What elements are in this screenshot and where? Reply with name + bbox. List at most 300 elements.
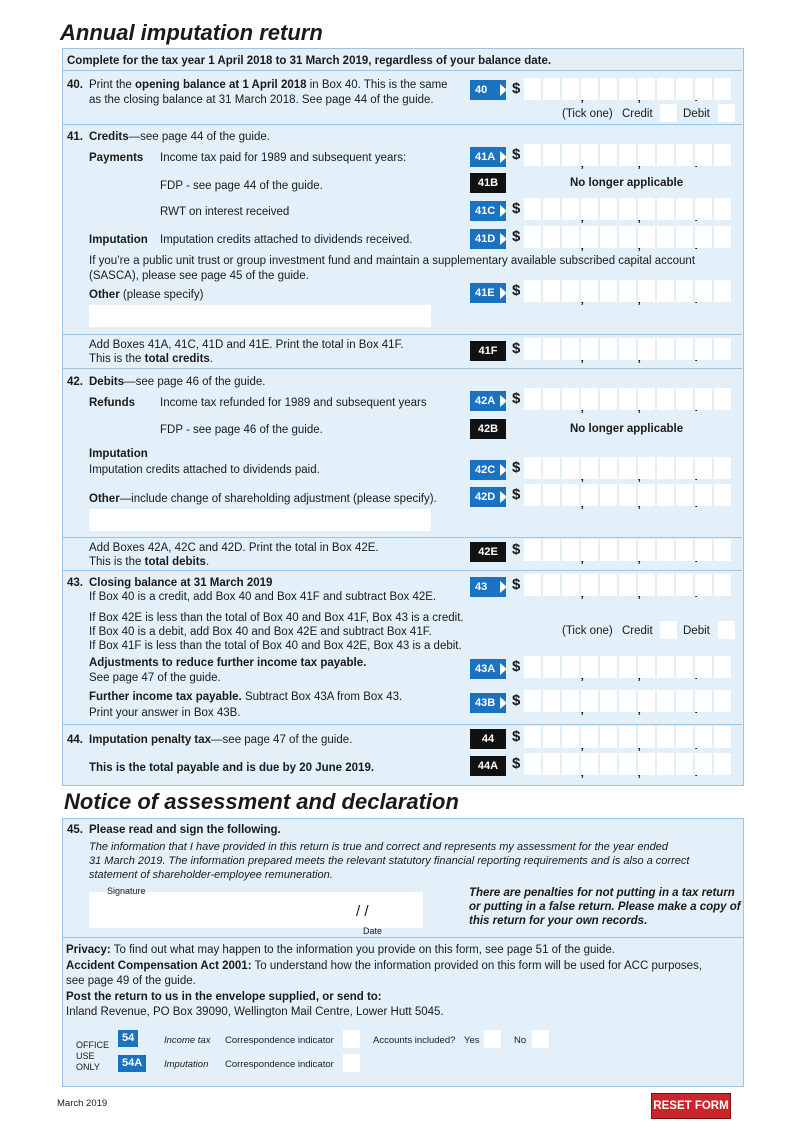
digit-cell[interactable] [524, 753, 541, 775]
digit-cell[interactable] [714, 388, 731, 410]
q42-number: 42. [67, 376, 83, 388]
dollar-sign: $ [512, 80, 521, 97]
digit-cell[interactable] [676, 574, 693, 596]
credit-label-43: Credit [622, 625, 653, 637]
digit-cell[interactable] [562, 226, 579, 248]
digit-cell[interactable] [676, 539, 693, 561]
digit-cell[interactable] [619, 574, 636, 596]
digit-cell[interactable] [638, 484, 655, 506]
digit-cell[interactable] [695, 198, 712, 220]
digit-cell[interactable] [619, 78, 636, 100]
box-44a-input[interactable] [524, 753, 731, 775]
dollar-sign: $ [512, 576, 521, 593]
digit-cell[interactable] [638, 753, 655, 775]
digit-cell[interactable] [562, 144, 579, 166]
digit-cell[interactable] [638, 144, 655, 166]
office-imputation: Imputation [164, 1059, 209, 1070]
q43-number: 43. [67, 577, 83, 589]
declaration-text-1: The information that I have provided in this return is true and correct and represents my assessment for the year ended [89, 841, 669, 853]
payments-desc: Income tax paid for 1989 and subsequent years: [160, 152, 407, 164]
declaration-text-2: 31 March 2019. The information prepared meets the relevant statutory financial reporting requirements and is also a correct [89, 855, 690, 867]
digit-cell[interactable] [600, 226, 617, 248]
digit-cell[interactable] [524, 656, 541, 678]
box-44-input[interactable] [524, 726, 731, 748]
box-43a-input[interactable] [524, 656, 731, 678]
box-42a-label: 42A [470, 391, 506, 411]
q40-text: Print the opening balance at 1 April 2018 in Box 40. This is the same [89, 79, 448, 91]
digit-cell[interactable] [695, 338, 712, 360]
digit-cell[interactable] [619, 457, 636, 479]
q43-further: Further income tax payable. Subtract Box 43A from Box 43. [89, 691, 403, 703]
privacy-text: Privacy: To find out what may happen to the information you provide on this form, see page 51 of the guide. [66, 944, 615, 956]
office-accounts: Accounts included? [373, 1035, 456, 1046]
dollar-sign: $ [512, 486, 521, 503]
box-40-label: 40 [470, 80, 506, 100]
digit-cell[interactable] [714, 144, 731, 166]
digit-cell[interactable] [543, 226, 560, 248]
q44-title: Imputation penalty tax—see page 47 of the guide. [89, 734, 353, 746]
digit-cell[interactable] [524, 78, 541, 100]
q43-if2: If Box 40 is a debit, add Box 40 and Box 42E and subtract Box 41F. [89, 626, 432, 638]
q42-title: Debits—see page 46 of the guide. [89, 376, 266, 388]
digit-cell[interactable] [581, 388, 598, 410]
intro-text: Complete for the tax year 1 April 2018 to 31 March 2019, regardless of your balance date. [67, 55, 552, 67]
other-specify-field-42[interactable] [89, 509, 431, 531]
digit-cell[interactable] [638, 574, 655, 596]
total-credits-text: This is the total credits. [89, 353, 213, 365]
dollar-sign: $ [512, 541, 521, 558]
digit-cell[interactable] [543, 574, 560, 596]
digit-cell[interactable] [581, 539, 598, 561]
q43-line1: If Box 40 is a credit, add Box 40 and Box 41F and subtract Box 42E. [89, 591, 437, 603]
refunds-desc: Income tax refunded for 1989 and subsequent years [160, 397, 427, 409]
digit-cell[interactable] [581, 690, 598, 712]
digit-cell[interactable] [638, 226, 655, 248]
digit-cell[interactable] [524, 198, 541, 220]
digit-cell[interactable] [543, 144, 560, 166]
digit-cell[interactable] [562, 388, 579, 410]
digit-cell[interactable] [619, 338, 636, 360]
not-applicable-42b: No longer applicable [570, 423, 684, 435]
box-42c-input[interactable] [524, 457, 731, 479]
digit-cell[interactable] [714, 338, 731, 360]
dollar-sign: $ [512, 340, 521, 357]
digit-cell[interactable] [714, 574, 731, 596]
digit-cell[interactable] [562, 726, 579, 748]
digit-cell[interactable] [524, 388, 541, 410]
box-41b-label: 41B [470, 173, 506, 193]
digit-cell[interactable] [657, 457, 674, 479]
office-label-3: ONLY [76, 1062, 100, 1072]
q45-number: 45. [67, 824, 83, 836]
digit-cell[interactable] [581, 338, 598, 360]
digit-cell[interactable] [543, 388, 560, 410]
digit-cell[interactable] [543, 690, 560, 712]
digit-cell[interactable] [600, 388, 617, 410]
declaration-title: Notice of assessment and declaration [64, 789, 459, 814]
digit-cell[interactable] [600, 753, 617, 775]
digit-cell[interactable] [714, 78, 731, 100]
box-44a-label: 44A [470, 756, 506, 776]
digit-cell[interactable] [676, 656, 693, 678]
tick-one-label-43: (Tick one) [562, 625, 613, 637]
digit-cell[interactable] [714, 539, 731, 561]
reset-form-button[interactable]: RESET FORM [651, 1093, 731, 1119]
box-41a-input[interactable] [524, 144, 731, 166]
digit-cell[interactable] [600, 280, 617, 302]
digit-cell[interactable] [581, 753, 598, 775]
digit-cell[interactable] [562, 484, 579, 506]
dollar-sign: $ [512, 755, 521, 772]
dollar-sign: $ [512, 200, 521, 217]
footer-date: March 2019 [57, 1098, 108, 1109]
post-title: Post the return to us in the envelope supplied, or send to: [66, 991, 382, 1003]
rwt-text: RWT on interest received [160, 206, 290, 218]
box-43-credit-tick[interactable] [660, 621, 677, 639]
office-yes-box[interactable] [484, 1030, 501, 1048]
box-40-input[interactable] [524, 78, 731, 100]
box-54a-label: 54A [118, 1055, 146, 1072]
box-41c-input[interactable] [524, 198, 731, 220]
box-43-debit-tick[interactable] [718, 621, 735, 639]
total-payable-text: This is the total payable and is due by 20 June 2019. [89, 762, 375, 774]
box-43-label: 43 [470, 577, 506, 597]
digit-cell[interactable] [657, 484, 674, 506]
digit-cell[interactable] [619, 753, 636, 775]
digit-cell[interactable] [600, 457, 617, 479]
box-40-credit-tick[interactable] [660, 104, 677, 122]
digit-cell[interactable] [619, 726, 636, 748]
digit-cell[interactable] [619, 280, 636, 302]
digit-cell[interactable] [543, 753, 560, 775]
digit-cell[interactable] [695, 753, 712, 775]
box-42d-input[interactable] [524, 484, 731, 506]
digit-cell[interactable] [581, 574, 598, 596]
signature-label: Signature [107, 886, 146, 896]
digit-cell[interactable] [600, 338, 617, 360]
digit-cell[interactable] [638, 78, 655, 100]
not-applicable-41b: No longer applicable [570, 177, 684, 189]
digit-cell[interactable] [638, 457, 655, 479]
digit-cell[interactable] [676, 144, 693, 166]
digit-cell[interactable] [581, 198, 598, 220]
q41-add-text: Add Boxes 41A, 41C, 41D and 41E. Print the total in Box 41F. [89, 339, 404, 351]
digit-cell[interactable] [562, 690, 579, 712]
q43-adj-sub: See page 47 of the guide. [89, 672, 221, 684]
digit-cell[interactable] [657, 338, 674, 360]
digit-cell[interactable] [543, 484, 560, 506]
digit-cell[interactable] [676, 280, 693, 302]
digit-cell[interactable] [600, 539, 617, 561]
total-debits-text: This is the total debits. [89, 556, 210, 568]
digit-cell[interactable] [543, 457, 560, 479]
office-corr-box-1[interactable] [343, 1030, 360, 1048]
digit-cell[interactable] [562, 457, 579, 479]
acc-text-2: see page 49 of the guide. [66, 975, 196, 987]
digit-cell[interactable] [543, 539, 560, 561]
digit-cell[interactable] [600, 198, 617, 220]
q41-fdp-text: FDP - see page 44 of the guide. [160, 180, 323, 192]
digit-cell[interactable] [695, 280, 712, 302]
digit-cell[interactable] [676, 226, 693, 248]
digit-cell[interactable] [600, 484, 617, 506]
box-44-label: 44 [470, 729, 506, 749]
q43-title: Closing balance at 31 March 2019 [89, 577, 273, 589]
digit-cell[interactable] [600, 144, 617, 166]
dollar-sign: $ [512, 228, 521, 245]
digit-cell[interactable] [600, 656, 617, 678]
dollar-sign: $ [512, 692, 521, 709]
digit-cell[interactable] [524, 280, 541, 302]
box-42e-input[interactable] [524, 539, 731, 561]
box-42c-label: 42C [470, 460, 506, 480]
q41-number: 41. [67, 131, 83, 143]
box-43a-label: 43A [470, 659, 506, 679]
post-address: Inland Revenue, PO Box 39090, Wellington Mail Centre, Lower Hutt 5045. [66, 1006, 444, 1018]
q42-imputation-desc: Imputation credits attached to dividends paid. [89, 464, 320, 476]
box-40-debit-tick[interactable] [718, 104, 735, 122]
digit-cell[interactable] [619, 388, 636, 410]
digit-cell[interactable] [714, 753, 731, 775]
box-42b-label: 42B [470, 419, 506, 439]
box-54-label: 54 [118, 1030, 138, 1047]
digit-cell[interactable] [676, 78, 693, 100]
digit-cell[interactable] [676, 457, 693, 479]
digit-cell[interactable] [714, 656, 731, 678]
digit-cell[interactable] [695, 457, 712, 479]
digit-cell[interactable] [695, 78, 712, 100]
digit-cell[interactable] [543, 198, 560, 220]
digit-cell[interactable] [638, 338, 655, 360]
office-label-2: USE [76, 1051, 95, 1061]
date-slashes: / / [356, 903, 369, 920]
digit-cell[interactable] [714, 226, 731, 248]
digit-cell[interactable] [562, 753, 579, 775]
digit-cell[interactable] [638, 198, 655, 220]
page-title: Annual imputation return [60, 20, 323, 45]
digit-cell[interactable] [695, 726, 712, 748]
digit-cell[interactable] [676, 388, 693, 410]
sasca-text-1: If you’re a public unit trust or group investment fund and maintain a supplementary available subscribed capital account [89, 255, 696, 267]
digit-cell[interactable] [600, 574, 617, 596]
digit-cell[interactable] [657, 144, 674, 166]
digit-cell[interactable] [714, 726, 731, 748]
digit-cell[interactable] [543, 280, 560, 302]
q40-number: 40. [67, 79, 83, 91]
digit-cell[interactable] [524, 484, 541, 506]
other-label: Other (please specify) [89, 289, 204, 301]
digit-cell[interactable] [638, 280, 655, 302]
debit-label: Debit [683, 108, 710, 120]
digit-cell[interactable] [657, 690, 674, 712]
digit-cell[interactable] [562, 78, 579, 100]
digit-cell[interactable] [638, 690, 655, 712]
digit-cell[interactable] [543, 338, 560, 360]
digit-cell[interactable] [695, 144, 712, 166]
digit-cell[interactable] [695, 656, 712, 678]
digit-cell[interactable] [619, 690, 636, 712]
dollar-sign: $ [512, 459, 521, 476]
box-43b-input[interactable] [524, 690, 731, 712]
digit-cell[interactable] [562, 280, 579, 302]
digit-cell[interactable] [600, 726, 617, 748]
q42-other-label: Other—include change of shareholding adjustment (please specify). [89, 493, 437, 505]
box-42d-label: 42D [470, 487, 506, 507]
digit-cell[interactable] [619, 656, 636, 678]
digit-cell[interactable] [581, 226, 598, 248]
digit-cell[interactable] [695, 539, 712, 561]
sasca-text-2: (SASCA), please see page 45 of the guide. [89, 270, 309, 282]
digit-cell[interactable] [619, 226, 636, 248]
digit-cell[interactable] [714, 484, 731, 506]
debit-label-43: Debit [683, 625, 710, 637]
digit-cell[interactable] [714, 690, 731, 712]
dollar-sign: $ [512, 728, 521, 745]
digit-cell[interactable] [543, 656, 560, 678]
q44-number: 44. [67, 734, 83, 746]
digit-cell[interactable] [562, 539, 579, 561]
digit-cell[interactable] [619, 539, 636, 561]
digit-cell[interactable] [676, 690, 693, 712]
digit-cell[interactable] [581, 656, 598, 678]
acc-text: Accident Compensation Act 2001: To understand how the information provided on this form will be used for ACC purposes, [66, 960, 702, 972]
box-41f-input[interactable] [524, 338, 731, 360]
digit-cell[interactable] [581, 144, 598, 166]
office-income-tax: Income tax [164, 1035, 211, 1046]
digit-cell[interactable] [562, 574, 579, 596]
q41-title: Credits—see page 44 of the guide. [89, 131, 270, 143]
box-41f-label: 41F [470, 341, 506, 361]
digit-cell[interactable] [657, 280, 674, 302]
q45-title: Please read and sign the following. [89, 824, 281, 836]
digit-cell[interactable] [676, 753, 693, 775]
box-41c-label: 41C [470, 201, 506, 221]
digit-cell[interactable] [524, 457, 541, 479]
box-41a-label: 41A [470, 147, 506, 167]
office-corr-2: Correspondence indicator [225, 1059, 334, 1070]
digit-cell[interactable] [657, 388, 674, 410]
office-corr-1: Correspondence indicator [225, 1035, 334, 1046]
digit-cell[interactable] [657, 753, 674, 775]
other-specify-field-41[interactable] [89, 305, 431, 327]
digit-cell[interactable] [619, 198, 636, 220]
dollar-sign: $ [512, 282, 521, 299]
digit-cell[interactable] [657, 574, 674, 596]
box-41e-input[interactable] [524, 280, 731, 302]
digit-cell[interactable] [619, 144, 636, 166]
declaration-text-3: statement of shareholder-employee remuneration. [89, 869, 333, 881]
credit-label: Credit [622, 108, 653, 120]
digit-cell[interactable] [714, 280, 731, 302]
digit-cell[interactable] [638, 388, 655, 410]
office-yes: Yes [464, 1035, 480, 1046]
digit-cell[interactable] [676, 338, 693, 360]
digit-cell[interactable] [581, 280, 598, 302]
q42-fdp-text: FDP - see page 46 of the guide. [160, 424, 323, 436]
digit-cell[interactable] [638, 539, 655, 561]
digit-cell[interactable] [657, 78, 674, 100]
box-41e-label: 41E [470, 283, 506, 303]
box-42a-input[interactable] [524, 388, 731, 410]
q43-adj-title: Adjustments to reduce further income tax payable. [89, 657, 367, 669]
digit-cell[interactable] [657, 198, 674, 220]
dollar-sign: $ [512, 146, 521, 163]
digit-cell[interactable] [619, 484, 636, 506]
date-label: Date [363, 926, 383, 936]
digit-cell[interactable] [714, 198, 731, 220]
penalty-text-2: or putting in a false return. Please make a copy of [469, 901, 741, 913]
q43-if1: If Box 42E is less than the total of Box 40 and Box 41F, Box 43 is a credit. [89, 612, 464, 624]
office-no: No [514, 1035, 527, 1046]
digit-cell[interactable] [695, 574, 712, 596]
digit-cell[interactable] [695, 484, 712, 506]
digit-cell[interactable] [581, 78, 598, 100]
office-no-box[interactable] [532, 1030, 549, 1048]
box-43b-label: 43B [470, 693, 506, 713]
digit-cell[interactable] [562, 198, 579, 220]
digit-cell[interactable] [638, 726, 655, 748]
q42-add-text: Add Boxes 42A, 42C and 42D. Print the total in Box 42E. [89, 542, 379, 554]
q40-text-2: as the closing balance at 31 March 2018. See page 44 of the guide. [89, 94, 434, 106]
dollar-sign: $ [512, 658, 521, 675]
digit-cell[interactable] [600, 690, 617, 712]
dollar-sign: $ [512, 390, 521, 407]
digit-cell[interactable] [657, 226, 674, 248]
box-41d-label: 41D [470, 229, 506, 249]
digit-cell[interactable] [524, 574, 541, 596]
digit-cell[interactable] [657, 726, 674, 748]
digit-cell[interactable] [676, 726, 693, 748]
digit-cell[interactable] [676, 198, 693, 220]
box-41d-input[interactable] [524, 226, 731, 248]
digit-cell[interactable] [524, 226, 541, 248]
office-corr-box-2[interactable] [343, 1054, 360, 1072]
digit-cell[interactable] [695, 388, 712, 410]
imputation-desc: Imputation credits attached to dividends received. [160, 234, 413, 246]
digit-cell[interactable] [581, 484, 598, 506]
q43-if3: If Box 41F is less than the total of Box 40 and Box 42E, Box 43 is a debit. [89, 640, 462, 652]
q43-further-sub: Print your answer in Box 43B. [89, 707, 241, 719]
digit-cell[interactable] [524, 144, 541, 166]
box-43-input[interactable] [524, 574, 731, 596]
penalty-text-3: this return for your own records. [469, 915, 648, 927]
digit-cell[interactable] [562, 338, 579, 360]
digit-cell[interactable] [543, 78, 560, 100]
digit-cell[interactable] [581, 726, 598, 748]
digit-cell[interactable] [581, 457, 598, 479]
penalty-text-1: There are penalties for not putting in a tax return [469, 887, 735, 899]
digit-cell[interactable] [600, 78, 617, 100]
digit-cell[interactable] [676, 484, 693, 506]
digit-cell[interactable] [714, 457, 731, 479]
digit-cell[interactable] [638, 656, 655, 678]
payments-label: Payments [89, 152, 144, 164]
digit-cell[interactable] [657, 539, 674, 561]
digit-cell[interactable] [695, 226, 712, 248]
digit-cell[interactable] [524, 338, 541, 360]
refunds-label: Refunds [89, 397, 135, 409]
digit-cell[interactable] [657, 656, 674, 678]
digit-cell[interactable] [524, 726, 541, 748]
digit-cell[interactable] [524, 539, 541, 561]
digit-cell[interactable] [695, 690, 712, 712]
digit-cell[interactable] [524, 690, 541, 712]
office-label-1: OFFICE [76, 1040, 109, 1050]
digit-cell[interactable] [562, 656, 579, 678]
q42-imputation-label: Imputation [89, 448, 148, 460]
box-42e-label: 42E [470, 542, 506, 562]
digit-cell[interactable] [543, 726, 560, 748]
